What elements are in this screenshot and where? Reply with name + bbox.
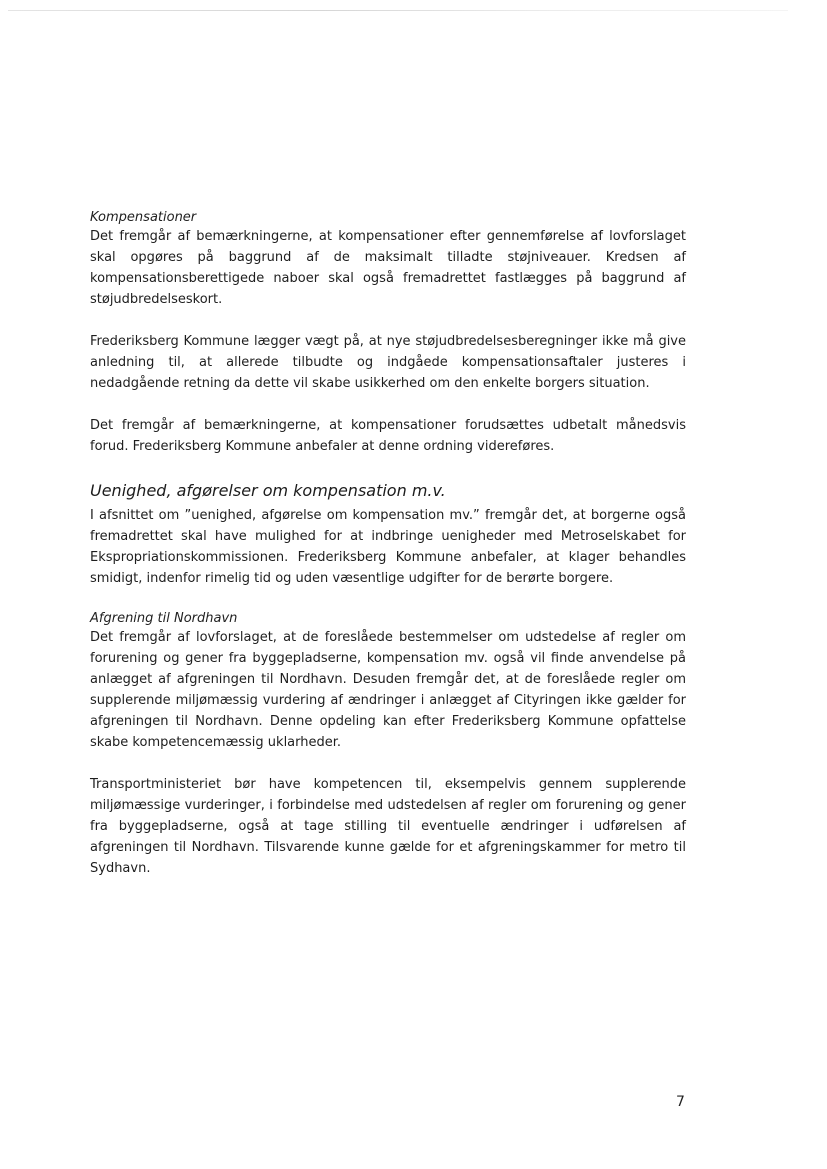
paragraph: Frederiksberg Kommune lægger vægt på, at nye støjudbredelsesberegninger ikke må give anledning til, at allerede tilbudte og indgåede kompensationsaftaler justeres i nedadgående retning da dette vil skabe usikkerhed om den enkelte borgers situation. (90, 334, 686, 391)
document-body (90, 209, 686, 879)
section-afgrening (90, 610, 686, 879)
paragraph: Det fremgår af lovforslaget, at de foreslåede bestemmelser om udstedelse af regler om forurening og gener fra byggepladserne, kompensation mv. også vil finde anvendelse på anlægget af afgreningen til Nordhavn. Desuden fremgår det, at de foreslåede regler om supplerende miljømæssig vurdering af ændringer i anlægget af Cityringen ikke gælder for afgreningen til Nordhavn. Denne opdeling kan efter Frederiksberg Kommune opfattelse skabe kompetencemæssig uklarheder. (90, 630, 686, 750)
page-number: 7 (676, 1094, 685, 1110)
paragraph: Det fremgår af bemærkningerne, at kompensationer efter gennemførelse af lovforslaget skal opgøres på baggrund af de maksimalt tilladte støjniveauer. Kredsen af kompensationsberettigede naboer skal også fremadrettet fastlægges på baggrund af støjudbredelseskort. (90, 229, 686, 307)
section-heading-kompensationer: Kompensationer (90, 210, 197, 225)
section-heading-afgrening: Afgrening til Nordhavn (90, 611, 238, 626)
section-uenighed (90, 481, 686, 589)
section-heading-uenighed: Uenighed, afgørelser om kompensation m.v. (90, 481, 446, 500)
paragraph: Transportministeriet bør have kompetencen til, eksempelvis gennem supplerende miljømæssige vurderinger, i forbindelse med udstedelsen af regler om forurening og gener fra byggepladserne, også at tage stilling til eventuelle ændringer i udførelsen af afgreningen til Nordhavn. Tilsvarende kunne gælde for et afgreningskammer for metro til Sydhavn. (90, 777, 686, 876)
paragraph: I afsnittet om ”uenighed, afgørelse om kompensation mv.” fremgår det, at borgerne også fremadrettet skal have mulighed for at indbringe uenigheder med Metroselskabet for Ekspropriationskommissionen. Frederiksberg Kommune anbefaler, at klager behandles smidigt, indenfor rimelig tid og uden væsentlige udgifter for de berørte borgere. (90, 508, 686, 586)
section-kompensationer (90, 209, 686, 457)
paragraph: Det fremgår af bemærkningerne, at kompensationer forudsættes udbetalt månedsvis forud. Frederiksberg Kommune anbefaler at denne ordning videreføres. (90, 418, 686, 454)
page-top-rule (8, 10, 788, 11)
